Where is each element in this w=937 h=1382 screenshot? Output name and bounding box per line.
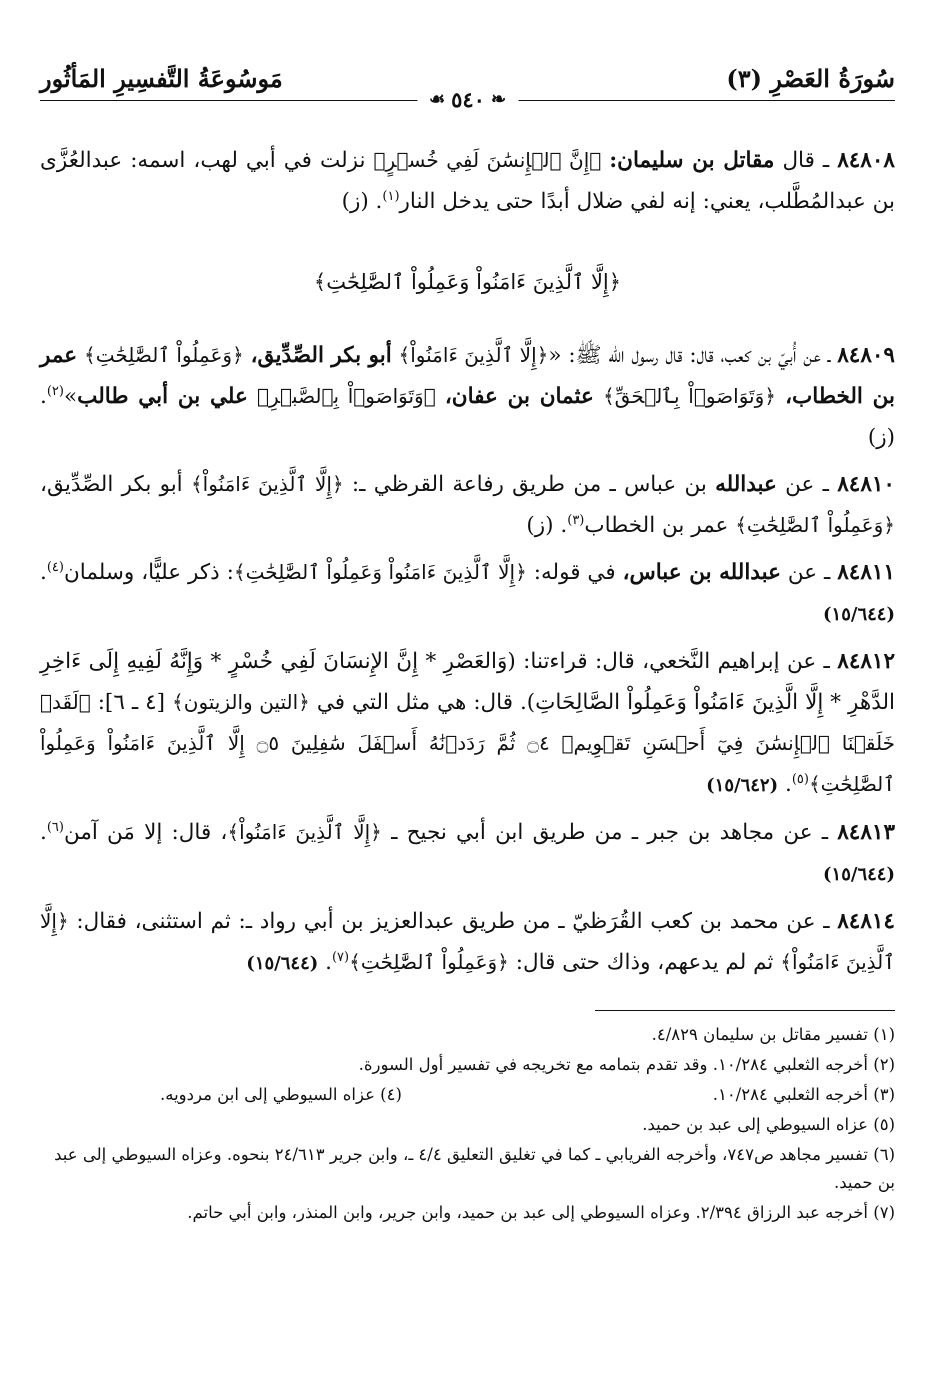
quran-quote: ﴿لَقَدۡ خَلَقۡنَا ٱلۡإِنسَٰنَ فِيٓ أَحۡسَنِ تَقۡوِيمٖ ۝٤ ثُمَّ رَدَدۡنَٰهُ أَسۡفَلَ سَٰفِلِينَ ۝٥ إِلَّا ٱلَّذِينَ ءَامَنُواْ وَعَمِلُواْ ٱلصَّٰلِحَٰتِ﴾ bbox=[40, 690, 895, 796]
companion-name: علي بن أبي طالب bbox=[77, 384, 248, 409]
quran-quote: ﴿وَعَمِلُواْ ٱلصَّٰلِحَٰتِ﴾ bbox=[349, 950, 509, 974]
entry-text: [٤ ـ ٦]: bbox=[97, 690, 166, 715]
footnote-ref: (١) bbox=[382, 188, 400, 204]
entry-text: أبو بكر الصِّدِّيق، bbox=[40, 472, 183, 497]
quran-quote: ﴿إِلَّا ٱلَّذِينَ ءَامَنُواْ وَعَمِلُواْ ٱلصَّٰلِحَٰتِ﴾ bbox=[233, 560, 527, 584]
entry-text: بن عباس ـ من طريق رفاعة القرظي ـ: bbox=[351, 472, 707, 497]
narrator-name: مقاتل بن سليمان: bbox=[609, 148, 775, 173]
entry-text: . bbox=[40, 560, 47, 585]
entry-text: . (ز) bbox=[40, 384, 895, 450]
entry-text: نزلت في أبي لهب، اسمه: عبدالعُزَّى بن عبدالمُطَّلب، يعني: إنه لفي ضلال أبدًا حتى يدخل النار bbox=[40, 148, 895, 214]
entry-84809 bbox=[40, 335, 895, 458]
quran-quote: ﴿وَتَوَاصَوۡاْ بِٱلۡحَقِّ﴾ bbox=[602, 384, 776, 408]
footnote-5: (٥) عزاه السيوطي إلى عبد بن حميد. bbox=[642, 1115, 895, 1134]
entry-text: : ذكر عليًّا، وسلمان bbox=[63, 560, 234, 585]
quran-quote: ﴿إِلَّا ٱلَّذِينَ ءَامَنُواْ﴾ bbox=[40, 909, 895, 974]
footnote-4: (٤) عزاه السيوطي إلى ابن مردويه. bbox=[160, 1085, 402, 1104]
quran-quote: ﴿إِلَّا ٱلَّذِينَ ءَامَنُواْ﴾ bbox=[190, 472, 344, 496]
footnote-rule bbox=[595, 1010, 895, 1011]
footnote-6: (٦) تفسير مجاهد ص٧٤٧، وأخرجه الفريابي ـ كما في تغليق التعليق ٤/٤ ـ، وابن جرير ٢٤/٦١٣ بنحوه. وعزاه السيوطي إلى عبد بن حميد. bbox=[54, 1145, 895, 1192]
footnote-ref: (٣) bbox=[567, 512, 585, 528]
entry-number: ٨٤٨١٣ bbox=[837, 820, 895, 845]
source-ref: (١٥/٦٤٤) bbox=[823, 864, 895, 885]
entry-text: . bbox=[325, 950, 332, 975]
entry-number: ٨٤٨١١ bbox=[837, 560, 895, 585]
entry-84813 bbox=[40, 812, 895, 895]
surah-title bbox=[726, 60, 895, 98]
footnote-7: (٧) أخرجه عبد الرزاق ٢/٣٩٤. وعزاه السيوطي إلى عبد بن حميد، وابن جرير، وابن المنذر، وابن أبي حاتم. bbox=[187, 1203, 895, 1222]
entry-number: ٨٤٨٠٨ bbox=[837, 148, 895, 173]
source-ref: (١٥/٦٤٤) bbox=[246, 953, 319, 974]
entry-text: ـ عن محمد بن كعب القُرَظيّ ـ من طريق عبدالعزيز بن أبي رواد ـ: ثم استثنى، فقال: bbox=[76, 909, 830, 934]
narrator-name: عبدالله بن عباس، bbox=[622, 560, 781, 585]
surah-name: سُورَةُ العَصْرِ bbox=[770, 64, 895, 93]
entry-text: ـ قال bbox=[782, 148, 830, 173]
quran-quote: ﴿وَتَوَاصَوۡاْ بِٱلصَّبۡرِ﴾ bbox=[257, 384, 436, 408]
entry-text: ـ عن bbox=[785, 472, 829, 497]
entry-text: ثم لم يدعهم، وذاك حتى قال: bbox=[515, 950, 774, 975]
ornament-icon: ❧ bbox=[490, 89, 507, 110]
entry-text: ـ عن إبراهيم النَّخعي، قال: قراءتنا: (وَالعَصْرِ * إِنَّ الإِنسَانَ لَفِي خُسْرٍ * وَإِنَّهُ لَفِيهِ إِلَى ءَاخِرِ الدَّهْرِ * إِلَّا الَّذِينَ ءَامَنُواْ وَعَمِلُواْ الصَّالِحَاتِ). قال: هي مثل التي في bbox=[40, 649, 896, 715]
footnote-ref: (٢) bbox=[46, 383, 64, 399]
footnote-ref: (٧) bbox=[331, 949, 350, 965]
page-body bbox=[40, 140, 895, 984]
page-number-box bbox=[417, 84, 518, 116]
entry-text: عمر بن الخطاب bbox=[584, 513, 729, 538]
footnote-row-3-4 bbox=[40, 1081, 895, 1109]
narrator-name: عبدالله bbox=[715, 472, 777, 497]
entry-text: . (ز) bbox=[341, 189, 383, 214]
source-ref: (١٥/٦٤٢) bbox=[706, 775, 779, 796]
quran-quote: ﴿إِنَّ ٱلۡإِنسَٰنَ لَفِي خُسۡرٍ﴾ bbox=[373, 148, 602, 172]
entry-text: . (ز) bbox=[526, 513, 568, 538]
entry-text: ، قال: إلا مَن آمن bbox=[63, 820, 228, 845]
footnotes bbox=[40, 1021, 895, 1227]
source-ref: (١٥/٦٤٤) bbox=[823, 604, 895, 625]
entry-text: . bbox=[40, 820, 47, 845]
footnote-ref: (٤) bbox=[46, 559, 64, 575]
entry-text: ـ عن bbox=[787, 560, 831, 585]
footnote-3: (٣) أخرجه الثعلبي ١٠/٢٨٤. bbox=[712, 1085, 895, 1104]
footnote-ref: (٦) bbox=[46, 819, 64, 835]
entry-number: ٨٤٨١٠ bbox=[837, 472, 895, 497]
companion-name: أبو بكر الصِّدِّيق، bbox=[250, 343, 392, 368]
entry-84810 bbox=[40, 464, 895, 546]
entry-text: » bbox=[63, 384, 78, 409]
footnote-1: (١) تفسير مقاتل بن سليمان ٤/٨٢٩. bbox=[651, 1025, 895, 1044]
entry-text: ـ عن أُبيّ بن كعب، قال: قال رسول الله ﷺ: « bbox=[548, 343, 831, 368]
entry-84811 bbox=[40, 552, 895, 635]
entry-84808 bbox=[40, 140, 895, 222]
entry-text: ـ عن مجاهد بن جبر ـ من طريق ابن أبي نجيح ـ bbox=[391, 820, 829, 845]
quran-quote: ﴿إِلَّا ٱلَّذِينَ ءَامَنُواْ﴾ bbox=[227, 820, 382, 844]
verse-heading: ﴿إِلَّا ٱلَّذِينَ ءَامَنُواْ وَعَمِلُواْ ٱلصَّٰلِحَٰتِ﴾ bbox=[313, 270, 622, 294]
footnote-ref: (٥) bbox=[791, 771, 809, 787]
page-header bbox=[40, 60, 895, 112]
entry-number: ٨٤٨٠٩ bbox=[837, 343, 895, 368]
surah-number: (٣) bbox=[726, 64, 762, 93]
ornament-icon: ☙ bbox=[428, 89, 446, 110]
quran-quote: ﴿التين والزيتون﴾ bbox=[172, 690, 310, 714]
entry-text: في قوله: bbox=[533, 560, 616, 585]
book-page bbox=[40, 60, 895, 1229]
footnote-2: (٢) أخرجه الثعلبي ١٠/٢٨٤. وقد تقدم بتمامه مع تخريجه في تفسير أول السورة. bbox=[358, 1055, 895, 1074]
quran-quote: ﴿وَعَمِلُواْ ٱلصَّٰلِحَٰتِ﴾ bbox=[83, 343, 244, 367]
entry-84814 bbox=[40, 901, 895, 984]
entry-text: . bbox=[784, 772, 792, 797]
entry-number: ٨٤٨١٤ bbox=[837, 909, 895, 934]
quran-quote: ﴿إِلَّا ٱلَّذِينَ ءَامَنُواْ﴾ bbox=[398, 343, 549, 367]
entry-84812 bbox=[40, 641, 895, 806]
quran-quote: ﴿وَعَمِلُواْ ٱلصَّٰلِحَٰتِ﴾ bbox=[735, 513, 895, 537]
companion-name: عمر بن الخطاب، bbox=[40, 343, 895, 409]
entry-number: ٨٤٨١٢ bbox=[837, 649, 896, 674]
companion-name: عثمان بن عفان، bbox=[444, 384, 594, 409]
book-title: مَوسُوعَةُ التَّفسِيرِ المَأثُور bbox=[40, 64, 283, 93]
page-number: ٥٤٠ bbox=[451, 87, 485, 112]
